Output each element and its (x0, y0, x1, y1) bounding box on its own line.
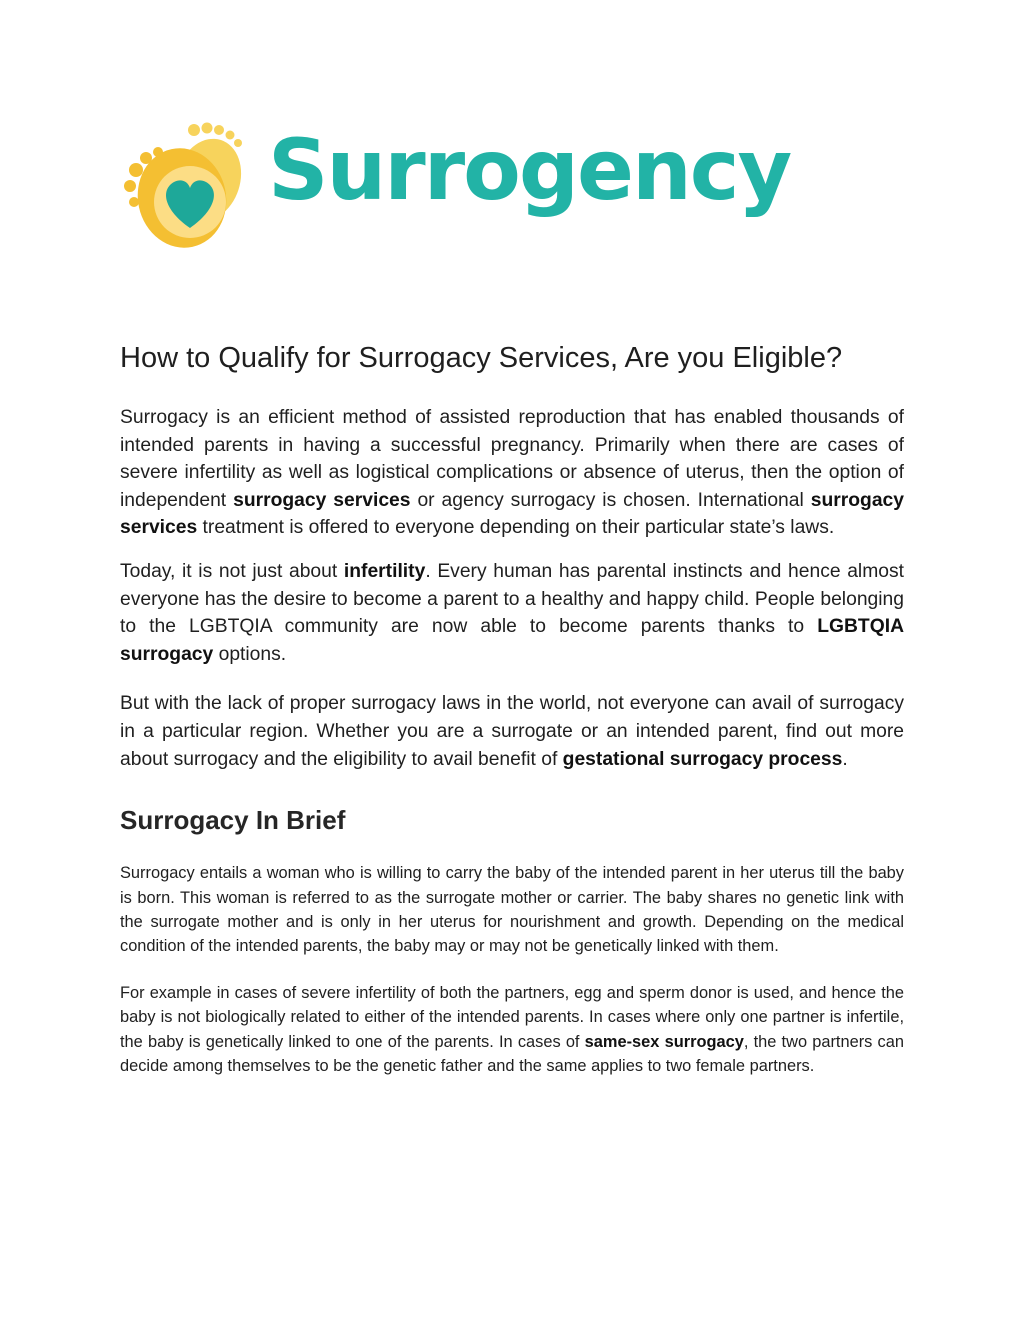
keyword-surrogacy-services: surrogacy services (233, 489, 411, 511)
section-heading: Surrogacy In Brief (120, 805, 346, 836)
baby-feet-heart-icon (120, 118, 256, 254)
page-title: How to Qualify for Surrogacy Services, Are you Eligible? (120, 342, 843, 374)
keyword-gestational-surrogacy-process: gestational surrogacy process (562, 748, 843, 770)
article (120, 338, 904, 1100)
keyword-same-sex-surrogacy: same-sex surrogacy (584, 1032, 744, 1051)
brand-wordmark: Surrogency (268, 121, 791, 219)
keyword-lgbtqia-surrogacy: LGBTQIA surrogacy (120, 616, 904, 665)
surrogency-logo (120, 118, 791, 254)
keyword-infertility: infertility (343, 560, 426, 582)
intro-paragraph-3: But with the lack of proper surrogacy laws in the world, not everyone can avail of surrogacy in a particular region. Whether you are a surrogate or an intended parent, find out more about surrogacy and the eligibility to avail benefit of gestational surrogacy process. (120, 693, 904, 770)
section-paragraph-1: Surrogacy entails a woman who is willing to carry the baby of the intended parent in her uterus till the baby is born. This woman is referred to as the surrogate mother or carrier. The baby shares no genetic link with the surrogate mother and is only in her uterus for nourishment and growth. Depending on the medical condition of the intended parents, the baby may or may not be genetically linked with them. (120, 864, 904, 956)
section-paragraph-2: For example in cases of severe infertility of both the partners, egg and sperm donor is used, and hence the baby is not biologically related to either of the intended parents. In cases where only one partner is infertile, the baby is genetically linked to one of the parents. In cases of same-sex surrogacy, the two partners can decide among themselves to be the genetic father and the same applies to two female partners. (120, 983, 904, 1075)
intro-paragraph-2: Today, it is not just about infertility. Every human has parental instincts and hence almost everyone has the desire to become a parent to a healthy and happy child. People belonging to the LGBTQIA community are now able to become parents thanks to LGBTQIA surrogacy options. (120, 560, 904, 665)
keyword-surrogacy-services-2: surrogacy services (120, 489, 904, 539)
intro-paragraph-1: Surrogacy is an efficient method of assisted reproduction that has enabled thousands of intended parents in having a successful pregnancy. Primarily when there are cases of severe infertility as well as logistical complications or absence of uterus, then the option of independent surrogacy services or agency surrogacy is chosen. International surrogacy services treatment is offered to everyone depending on their particular state’s laws. (120, 407, 904, 539)
